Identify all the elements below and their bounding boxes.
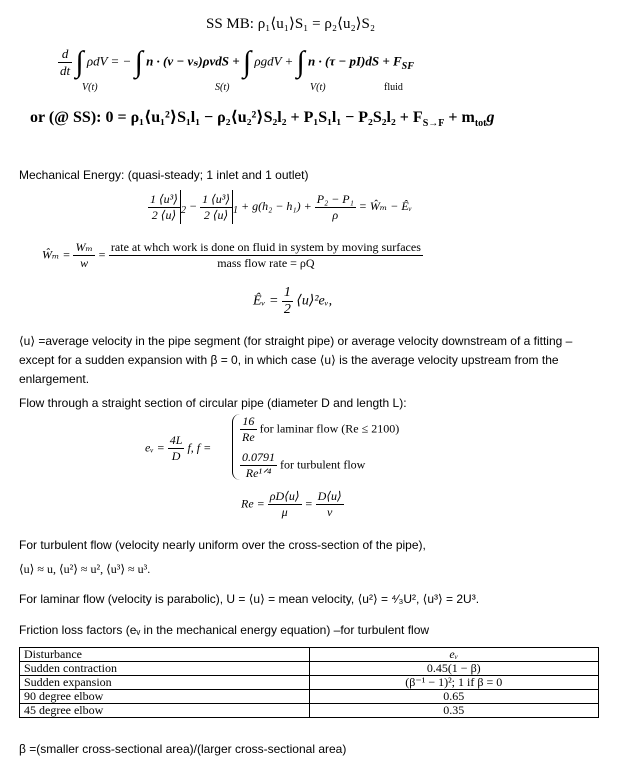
average-velocity-paragraph: ⟨u⟩ =average velocity in the pipe segment (for straight pipe) or average velocity downstream of a fitting – except for a sudden expansion with β = 0, in which case ⟨u⟩ is the average velocity upstream from the enlargement. — [19, 334, 573, 386]
table-cell: 0.35 — [309, 704, 599, 718]
table-cell: (β⁻¹ − 1)²; 1 if β = 0 — [309, 676, 599, 690]
sub-1: 1 — [233, 205, 239, 217]
table-cell: 45 degree elbow — [20, 704, 310, 718]
fluid-label: fluid — [384, 82, 403, 93]
ss-mass-balance: SS MB: ρ₁⟨u₁⟩S₁ = ρ₂⟨u₂⟩S₂ — [206, 16, 376, 32]
mech-rhs: = Ŵₘ − Êᵥ — [358, 198, 413, 213]
wm-eq: = — [97, 247, 106, 262]
integral-term2: ρgdV + — [254, 53, 294, 69]
mech-energy-heading: Mechanical Energy: (quasi-steady; 1 inlet and 1 outlet) — [19, 168, 309, 182]
steady-state-momentum-text: or (@ SS): 0 = ρ₁⟨u₁²⟩S₁l₁ − ρ₂⟨u₂²⟩S₂l₂ + P₁S₁l₁ − P₂S₂l₂ + F — [30, 109, 423, 126]
table-row — [20, 704, 599, 718]
re-fraction-1: $\frac{\rho D⟨u⟩}{\mu}$ — [269, 489, 300, 519]
integral-lhs: ρdV = − — [86, 53, 132, 69]
turbulent-fraction: $\frac{0.0791}{\text{Re¹ᐟ⁴}}$ — [242, 450, 275, 480]
d-dt-fraction: $\frac{d}{dt}$ — [60, 46, 71, 78]
re-fraction-2: $\frac{D⟨u⟩}{\nu}$ — [317, 489, 342, 519]
integral-sign: ∫ — [134, 45, 143, 79]
laminar-text: for laminar flow (Re ≤ 2100) — [259, 421, 400, 436]
turbulent-flow-text: For turbulent flow (velocity nearly uniform over the cross-section of the pipe), — [19, 538, 426, 552]
table-cell: 90 degree elbow — [20, 690, 310, 704]
wm-definition — [42, 240, 423, 271]
fraction-3: $\frac{\text{P₂ − P₁}}{\rho}$ — [316, 191, 354, 222]
ev-fraction: $\frac{1}{2}$ — [283, 285, 291, 317]
flow-heading: Flow through a straight section of circular pipe (diameter D and length L): — [19, 396, 407, 410]
friction-fraction: $\frac{4L}{D}$ — [169, 433, 183, 463]
reynolds-definition — [241, 489, 344, 520]
mass-subscript: tot — [474, 118, 487, 130]
table-row — [20, 676, 599, 690]
ev-definition — [253, 285, 332, 318]
ev-label: eᵥ = — [145, 440, 165, 455]
laminar-fraction: $\frac{16}{Re}$ — [242, 414, 255, 444]
turbulent-approx: ⟨u⟩ ≈ u, ⟨u²⟩ ≈ u², ⟨u³⟩ ≈ u³. — [19, 562, 151, 576]
mech-energy-equation: $\frac{\text{1 ⟨u³⟩}}{2 ⟨u⟩}$ $_2$ − $\frac{\text{1 ⟨u³⟩}}{2 ⟨u⟩}$ $_1$ + g(h₂ − h₁) + $\frac{\text{P₂ − P₁}}{\rho}$ = Ŵₘ − Êᵥ — [148, 190, 412, 224]
beta-note: β =(smaller cross-sectional area)/(larger cross-sectional area) — [19, 742, 347, 756]
friction-factor-equation — [145, 433, 211, 464]
laminar-case — [240, 414, 399, 445]
table-cell: Sudden contraction — [20, 662, 310, 676]
wm-text-fraction: rate at whch work is done on fluid in system by moving surfaces mass flow rate = ρQ — [110, 240, 421, 270]
integral-term1: n · (v − vₛ)ρvdS + — [146, 53, 240, 69]
fraction-1: $\frac{\text{1 ⟨u³⟩}}{2 ⟨u⟩}$ — [150, 191, 178, 222]
integral-momentum-equation — [58, 46, 414, 79]
integral-sign: ∫ — [242, 45, 252, 79]
laminar-flow-text: For laminar flow (velocity is parabolic), U = ⟨u⟩ = mean velocity, ⟨u²⟩ = ⁴⁄₃U², ⟨u³⟩ = 2U³. — [19, 592, 480, 606]
force-subscript: S→F — [422, 118, 445, 130]
table-cell: 0.45(1 − β) — [309, 662, 599, 676]
surface-limit-label: S(t) — [215, 82, 230, 93]
table-cell: 0.65 — [309, 690, 599, 704]
table-row — [20, 662, 599, 676]
table-header-row — [20, 648, 599, 662]
table-cell: Sudden expansion — [20, 676, 310, 690]
integral-sign: ∫ — [296, 45, 305, 79]
integral-term3: n · (τ − pI)dS + F — [308, 53, 402, 69]
mech-mid: + g(h₂ − h₁) + — [241, 198, 312, 213]
gravity-symbol: g — [486, 109, 495, 126]
volume-limit-label: V(t) — [82, 82, 98, 93]
wm-lhs: Ŵₘ = — [42, 247, 71, 262]
friction-loss-table — [19, 647, 599, 718]
re-eq: = — [304, 496, 313, 511]
fraction-2: $\frac{\text{1 ⟨u³⟩}}{2 ⟨u⟩}$ — [202, 191, 231, 222]
re-lhs: Re = — [241, 496, 265, 511]
turbulent-case — [240, 450, 365, 481]
sub-2: 2 — [180, 205, 186, 217]
f-label: f, f = — [187, 440, 212, 455]
integral-term3-sub: SF — [401, 61, 414, 73]
integral-sign: ∫ — [75, 45, 84, 79]
table-header: eᵥ — [309, 648, 599, 662]
ev-lhs: Êᵥ = — [253, 293, 279, 309]
table-row — [20, 690, 599, 704]
ev-rhs: ⟨u⟩²eᵥ, — [296, 293, 333, 309]
table-header: Disturbance — [20, 648, 310, 662]
volume-limit-label-2: V(t) — [310, 82, 326, 93]
turbulent-text: for turbulent flow — [280, 457, 366, 472]
steady-state-momentum — [30, 107, 494, 129]
friction-loss-heading: Friction loss factors (eᵥ in the mechanical energy equation) –for turbulent flow — [19, 623, 430, 637]
mass-term: + m — [444, 109, 475, 126]
wm-fraction: $\frac{\text{Wₘ}}{w}$ — [75, 240, 93, 270]
